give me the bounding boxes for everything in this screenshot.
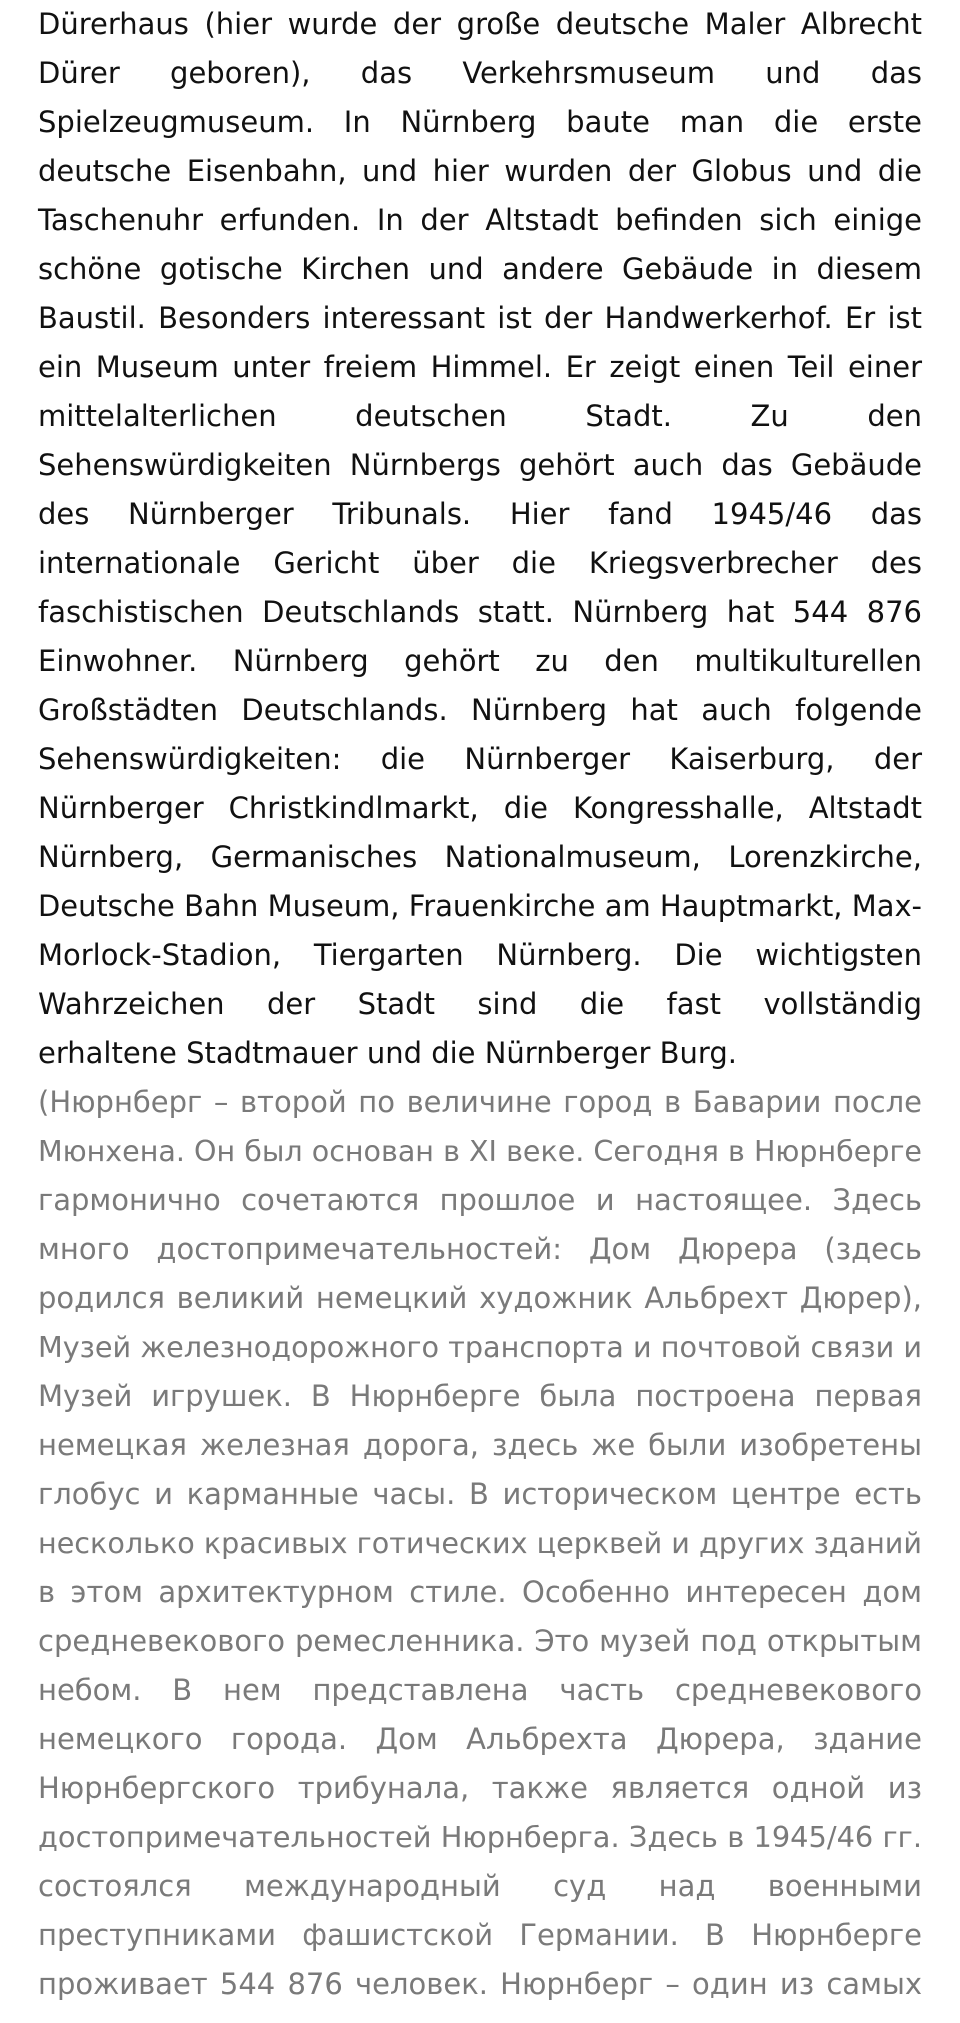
text-line: erhaltene Stadtmauer und die Nürnberger Burg. — [38, 1036, 737, 1070]
text-line: mittelalterlichen deutschen Stadt. Zu den — [38, 399, 922, 433]
text-line: преступниками фашистской Германии. В Нюрнберге — [38, 1918, 922, 1952]
text-line: Nürnberger Christkindlmarkt, die Kongresshalle, Altstadt — [38, 791, 922, 825]
text-line: schöne gotische Kirchen und andere Gebäude in diesem — [38, 252, 922, 286]
text-line: Taschenuhr erfunden. In der Altstadt befinden sich einige — [38, 203, 922, 237]
text-line: немецкая железная дорога, здесь же были изобретены — [38, 1428, 922, 1462]
text-line: достопримечательностей Нюрнберга. Здесь в 1945/46 гг. — [38, 1820, 922, 1854]
text-line: проживает 544 876 человек. Нюрнберг – один из самых — [38, 1967, 922, 2001]
text-line: Музей железнодорожного транспорта и почтовой связи и — [38, 1330, 922, 1364]
text-line: Музей игрушек. В Нюрнберге была построена первая — [38, 1379, 922, 1413]
text-line: Morlock-Stadion, Tiergarten Nürnberg. Die wichtigsten — [38, 938, 922, 972]
text-line: Spielzeugmuseum. In Nürnberg baute man die erste — [38, 105, 922, 139]
text-line: глобус и карманные часы. В историческом центре есть — [38, 1477, 922, 1511]
text-line: средневекового ремесленника. Это музей под открытым — [38, 1624, 922, 1658]
text-line: Wahrzeichen der Stadt sind die fast vollständig — [38, 987, 922, 1021]
text-line: Dürerhaus (hier wurde der große deutsche Maler Albrecht — [38, 7, 922, 41]
text-line: в этом архитектурном стиле. Особенно интересен дом — [38, 1575, 922, 1609]
text-line: Großstädten Deutschlands. Nürnberg hat auch folgende — [38, 693, 922, 727]
text-line: faschistischen Deutschlands statt. Nürnberg hat 544 876 — [38, 595, 922, 629]
text-line: Sehenswürdigkeiten: die Nürnberger Kaiserburg, der — [38, 742, 922, 776]
document-page — [38, 0, 958, 2009]
text-line: гармонично сочетаются прошлое и настоящее. Здесь — [38, 1183, 922, 1217]
text-line: родился великий немецкий художник Альбрехт Дюрер), — [38, 1281, 922, 1315]
text-line: Einwohner. Nürnberg gehört zu den multikulturellen — [38, 644, 922, 678]
text-line: ein Museum unter freiem Himmel. Er zeigt einen Teil einer — [38, 350, 922, 384]
text-line: небом. В нем представлена часть средневекового — [38, 1673, 922, 1707]
text-line: Sehenswürdigkeiten Nürnbergs gehört auch das Gebäude — [38, 448, 922, 482]
german-paragraph — [38, 0, 958, 1078]
text-line: Nürnberg, Germanisches Nationalmuseum, Lorenzkirche, — [38, 840, 922, 874]
text-line: Deutsche Bahn Museum, Frauenkirche am Hauptmarkt, Max- — [38, 889, 922, 923]
text-line: deutsche Eisenbahn, und hier wurden der Globus und die — [38, 154, 922, 188]
text-line: internationale Gericht über die Kriegsverbrecher des — [38, 546, 922, 580]
text-line: Мюнхена. Он был основан в XI веке. Сегодня в Нюрнберге — [38, 1135, 922, 1168]
text-line: des Nürnberger Tribunals. Hier fand 1945/46 das — [38, 497, 922, 531]
text-line: много достопримечательностей: Дом Дюрера (здесь — [38, 1232, 922, 1266]
text-line: (Нюрнберг – второй по величине город в Баварии после — [38, 1085, 922, 1119]
text-line: Baustil. Besonders interessant ist der Handwerkerhof. Er ist — [38, 301, 922, 335]
russian-translation-paragraph — [38, 1078, 958, 2009]
text-line: состоялся международный суд над военными — [38, 1869, 922, 1903]
text-line: несколько красивых готических церквей и других зданий — [38, 1526, 922, 1560]
text-line: Dürer geboren), das Verkehrsmuseum und das — [38, 56, 922, 90]
text-line: Нюрнбергского трибунала, также является одной из — [38, 1771, 922, 1805]
text-line: немецкого города. Дом Альбрехта Дюрера, здание — [38, 1722, 922, 1756]
